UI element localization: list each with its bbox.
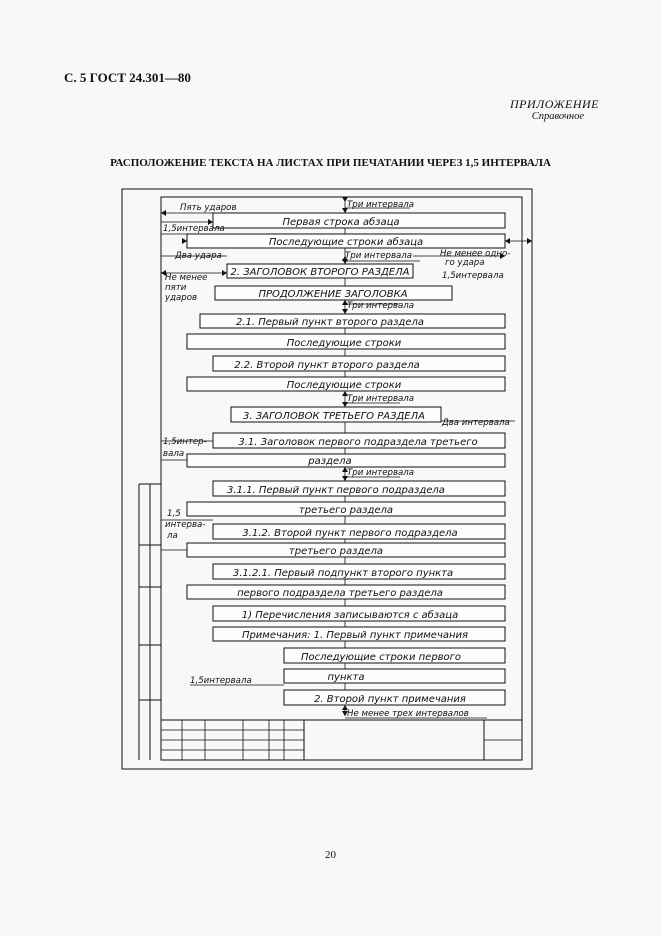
box-text-11: 3.1.1. Первый пункт первого подраздела (227, 485, 445, 496)
box-text-18: Примечания: 1. Первый пункт примечания (241, 630, 469, 641)
annotation-one-five-interval-2: 1,5интервала (442, 271, 504, 281)
box-text-21: 2. Второй пункт примечания (314, 694, 466, 705)
annotation-three-intervals-1: Три интервала (347, 200, 415, 210)
box-text-16: первого подраздела третьего раздела (237, 588, 443, 599)
appendix-label: ПРИЛОЖЕНИЕ (510, 97, 599, 111)
box-text-20: пункта (327, 672, 365, 683)
annotation-interval: интерва- (165, 520, 206, 530)
annotation-five: пяти (165, 283, 187, 293)
document-title: РАСПОЛОЖЕНИЕ ТЕКСТА НА ЛИСТАХ ПРИ ПЕЧАТАНИИ ЧЕРЕЗ 1,5 ИНТЕРВАЛА (110, 157, 551, 169)
annotation-not-less-three: Не менее трех интервалов (347, 709, 469, 719)
box-20 (284, 669, 505, 683)
page-number: 20 (325, 849, 336, 861)
annotation-one-five-inter: 1,5интер- (163, 437, 207, 447)
box-text-10: раздела (308, 456, 352, 467)
annotation-not-less-five: Не менее (165, 273, 208, 283)
box-text-19: Последующие строки первого (300, 652, 462, 663)
box-text-15: 3.1.2.1. Первый подпункт второго пункта (232, 568, 454, 579)
title-block (161, 720, 522, 760)
box-text-4: 2.1. Первый пункт второго раздела (235, 317, 425, 328)
annotation-three-intervals-3: Три интервала (347, 301, 415, 311)
annotation-three-intervals-5: Три интервала (347, 468, 415, 478)
page-header: С. 5 ГОСТ 24.301—80 (64, 70, 191, 85)
box-text-0: Первая строка абзаца (282, 217, 400, 228)
appendix-type: Справочное (531, 111, 584, 122)
box-text-5: Последующие строки (286, 338, 402, 349)
box-text-12: третьего раздела (298, 505, 394, 516)
box-text-3: ПРОДОЛЖЕНИЕ ЗАГОЛОВКА (258, 289, 408, 300)
annotation-one-five-interval-3: 1,5интервала (190, 676, 252, 686)
annotation-strikes: ударов (165, 293, 198, 303)
box-text-8: 3. ЗАГОЛОВОК ТРЕТЬЕГО РАЗДЕЛА (243, 411, 425, 422)
annotation-one-five-interval-1: 1,5интервала (163, 224, 225, 234)
box-text-1: Последующие строки абзаца (268, 237, 424, 248)
box-text-7: Последующие строки (286, 380, 402, 391)
annotation-one-five: 1,5 (167, 509, 181, 519)
binding-strip (139, 484, 161, 760)
box-text-14: третьего раздела (288, 546, 384, 557)
annotation-two-strikes: Два удара (175, 251, 222, 261)
annotation-two-intervals: Два интервала (442, 418, 510, 428)
box-text-6: 2.2. Второй пункт второго раздела (234, 360, 420, 371)
box-text-17: 1) Перечисления записываются с абзаца (241, 610, 459, 621)
box-text-9: 3.1. Заголовок первого подраздела третьего (238, 437, 478, 448)
annotation-not-less-one-b: го удара (445, 258, 485, 268)
annotation-not-less-one: Не менее одно- (440, 249, 511, 259)
annotation-three-intervals-4: Три интервала (347, 394, 415, 404)
annotation-three-intervals-2: Три интервала (345, 251, 413, 261)
line-boxes (187, 213, 505, 705)
box-text-13: 3.1.2. Второй пункт первого подраздела (242, 528, 458, 539)
annotation-vala: вала (163, 449, 185, 459)
annotation-la: ла (167, 531, 178, 541)
annotation-five-strikes: Пять ударов (180, 203, 237, 213)
box-text-2: 2. ЗАГОЛОВОК ВТОРОГО РАЗДЕЛА (230, 267, 410, 278)
